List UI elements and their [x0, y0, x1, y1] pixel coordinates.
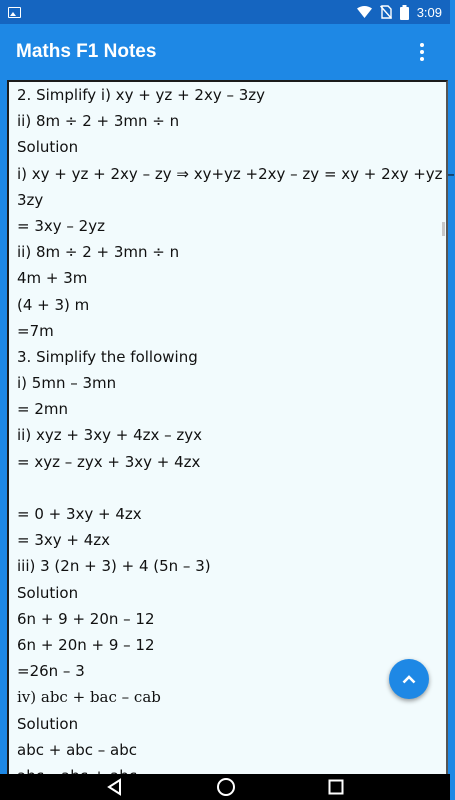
note-line [17, 475, 446, 501]
note-line: 3zy [17, 190, 44, 209]
note-line: Solution [17, 138, 79, 157]
chevron-up-icon [402, 674, 416, 684]
note-line: i) xy + yz + 2xy – zy ⇒ xy+yz +2xy – zy = xy + 2xy +yz – [17, 164, 455, 183]
status-time: 3:09 [416, 4, 442, 20]
note-line: Solution [17, 583, 79, 602]
note-line: = 3xy – 2yz [17, 216, 105, 235]
navigation-bar [0, 774, 450, 800]
app-title: Maths F1 Notes [16, 41, 157, 62]
note-line: = 2mn [17, 400, 68, 419]
scrollbar-thumb[interactable] [442, 222, 445, 236]
image-icon [8, 7, 21, 18]
note-line: = 0 + 3xy + 4zx [17, 505, 142, 523]
scroll-to-top-button[interactable] [389, 659, 429, 699]
notes-text [17, 82, 455, 789]
no-sim-icon [380, 5, 392, 19]
note-line: 2. Simplify i) xy + yz + 2xy – 3zy [17, 86, 266, 104]
app-bar [0, 24, 450, 80]
note-line: ii) 8m ÷ 2 + 3mn ÷ n [17, 243, 180, 262]
note-line: Solution [17, 714, 79, 733]
note-line: 3. Simplify the following [17, 347, 198, 366]
wifi-icon [357, 6, 372, 18]
note-line: iii) 3 (2n + 3) + 4 (5n – 3) [17, 557, 211, 576]
note-line: 4m + 3m [17, 269, 88, 288]
note-line: ii) 8m ÷ 2 + 3mn ÷ n [17, 112, 180, 131]
note-line: = 3xy + 4zx [17, 531, 111, 550]
recents-icon[interactable] [328, 779, 344, 795]
note-line: =26n – 3 [17, 662, 85, 681]
note-line: (4 + 3) m [17, 295, 90, 314]
battery-icon [400, 5, 409, 20]
note-line: iv) abc + bac – cab [17, 688, 161, 707]
note-line: abc + abc – abc [17, 740, 138, 759]
note-line: = xyz – zyx + 3xy + 4zx [17, 452, 201, 471]
more-vert-icon[interactable] [402, 32, 442, 72]
note-line: 6n + 20n + 9 – 12 [17, 635, 155, 654]
note-line: ii) xyz + 3xy + 4zx – zyx [17, 426, 203, 445]
note-line: i) 5mn – 3mn [17, 374, 117, 393]
status-bar [0, 0, 450, 24]
back-icon[interactable] [106, 778, 124, 796]
note-line: =7m [17, 321, 54, 340]
note-line: 6n + 9 + 20n – 12 [17, 609, 155, 628]
home-icon[interactable] [216, 777, 236, 797]
notes-content[interactable] [7, 80, 455, 774]
